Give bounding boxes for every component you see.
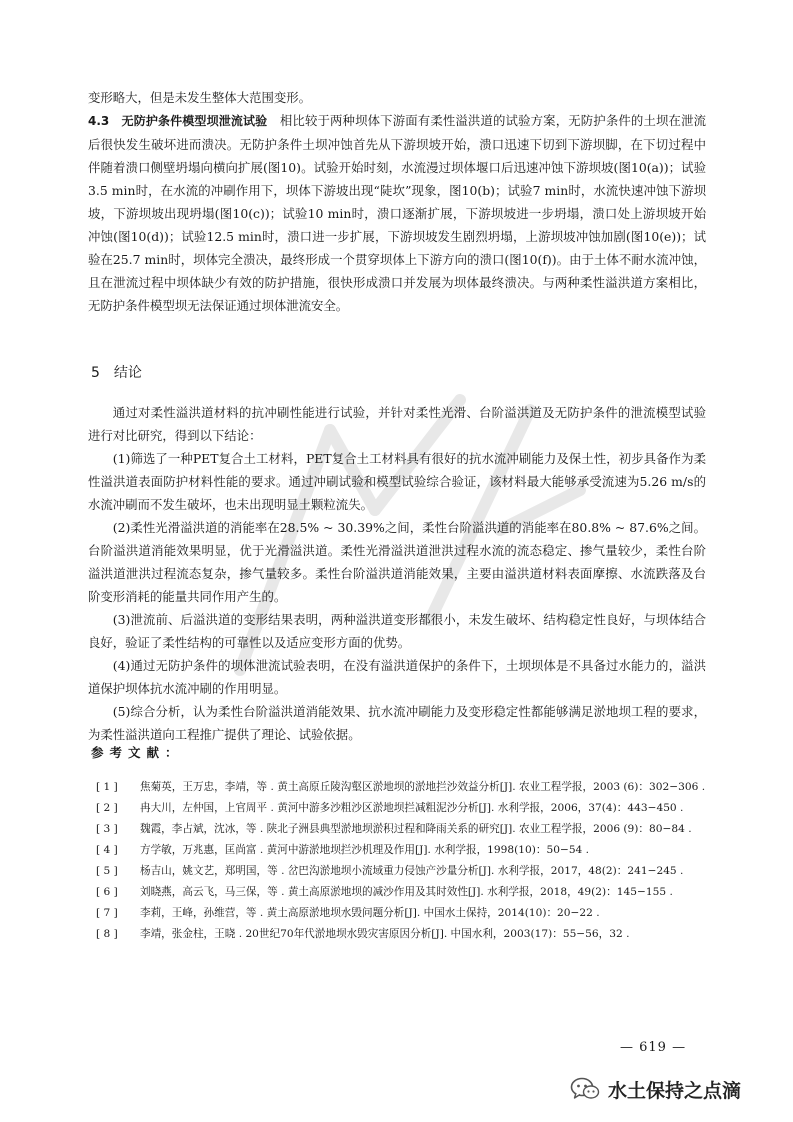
reference-text: 李靖，张金柱，王晓 . 20世纪70年代淤地坝水毁灾害原因分析[J]. 中国水利，2003(17)：55−56，32 . (140, 928, 630, 940)
references-title: 参考文献： (91, 745, 184, 760)
section-4-3-text: 相比较于两种坝体下游面有柔性溢洪道的试验方案，无防护条件的土坝在泄流后很快发生破坏进而溃决。无防护条件土坝冲蚀首先从下游坝坡开始，溃口迅速下切到下游坝脚，在下切过程中伴随着溃口侧壁坍塌向横向扩展(图10)。试验开始时刻，水流漫过坝体堰口后迅速冲蚀下游坝坡(图10(a))；试验3.5 min时，在水流的冲刷作用下，坝体下游坡出现“陡坎”现象，图10(b)；试验7 min时，水流快速冲蚀下游坝坡，下游坝坡出现坍塌(图10(c))；试验10 min时，溃口逐渐扩展，下游坝坡进一步坍塌，溃口处上游坝坡开始冲蚀(图10(d))；试验12.5 min时，溃口进一步扩展，下游坝坡发生剧烈坍塌，上游坝坡冲蚀加剧(图10(e))；试验在25.7 min时，坝体完全溃决，最终形成一个贯穿坝体上下游方向的溃口(图10(f))。由于土体不耐水流冲蚀，且在泄流过程中坝体缺少有效的防护措施，很快形成溃口并发展为坝体最终溃决。与两种柔性溢洪道方案相比，无防护条件模型坝无法保证通过坝体泄流安全。 (88, 113, 707, 313)
conclusions (88, 401, 706, 746)
section-5-title: 结论 (113, 365, 142, 381)
reference-text: 方学敏，万兆惠，匡尚富 . 黄河中游淤地坝拦沙机理及作用[J]. 水利学报，1998(10)：50−54 . (140, 844, 590, 856)
reference-item (96, 904, 708, 924)
account-name: 水土保持之点滴 (608, 1079, 742, 1102)
conclusion-item-2: (2)柔性光滑溢洪道的消能率在28.5% ~ 30.39%之间，柔性台阶溢洪道的消能率在80.8% ~ 87.6%之间。台阶溢洪道消能效果明显，优于光滑溢洪道。柔性光滑溢洪道泄洪过程水流的流态稳定、掺气量较少，柔性台阶溢洪道泄洪过程流态复杂，掺气量较多。柔性台阶溢洪道消能效果，主要由溢洪道材料表面摩擦、水流跌落及台阶变形消耗的能量共同作用产生的。 (88, 520, 706, 604)
reference-item (96, 820, 708, 840)
reference-item (96, 841, 708, 861)
conclusion-item-1: (1)筛选了一种PET复合土工材料，PET复合土工材料具有很好的抗水流冲刷能力及保土性，初步具备作为柔性溢洪道表面防护材料性能的要求。通过冲刷试验和模型试验综合验证，该材料最大能够承受流速为5.26 m/s的水流冲刷而不发生破坏，也未出现明显土颗粒流失。 (88, 451, 706, 512)
section-4-3 (88, 109, 706, 317)
reference-number: [ 3 ] (96, 823, 118, 835)
reference-item (96, 925, 708, 945)
references-list (96, 778, 708, 946)
reference-text: 冉大川，左仲国，上官周平 . 黄河中游多沙粗沙区淤地坝拦减粗泥沙分析[J]. 水利学报，2006，37(4)：443−450 . (140, 802, 684, 814)
reference-text: 刘晓燕，高云飞，马三保，等 . 黄土高原淤地坝的减沙作用及其时效性[J]. 水利学报，2018，49(2)：145−155 . (140, 886, 673, 898)
conclusion-item-4: (4)通过无防护条件的坝体泄流试验表明，在没有溢洪道保护的条件下，土坝坝体是不具备过水能力的，溢洪道保护坝体抗水流冲刷的作用明显。 (88, 658, 706, 696)
wechat-account-badge[interactable] (570, 1074, 780, 1104)
reference-text: 焦菊英，王万忠，李靖，等 . 黄土高原丘陵沟壑区淤地坝的淤地拦沙效益分析[J]. 农业工程学报，2003 (6)：302−306 . (140, 781, 706, 793)
reference-number: [ 5 ] (96, 865, 118, 877)
continuation-text: 变形略大，但是未发生整体大范围变形。 (88, 90, 312, 105)
body-continuation (88, 86, 706, 317)
reference-number: [ 1 ] (96, 781, 118, 793)
reference-number: [ 8 ] (96, 928, 118, 940)
reference-number: [ 2 ] (96, 802, 118, 814)
reference-number: [ 4 ] (96, 844, 118, 856)
conclusion-item-5: (5)综合分析，认为柔性台阶溢洪道消能效果、抗水流冲刷能力及变形稳定性都能够满足淤地坝工程的要求，为柔性溢洪道向工程推广提供了理论、试验依据。 (88, 704, 706, 742)
section-5-heading (91, 362, 156, 382)
reference-number: [ 7 ] (96, 907, 118, 919)
reference-item (96, 883, 708, 903)
reference-item (96, 778, 708, 798)
reference-item (96, 799, 708, 819)
conclusion-item-3: (3)泄流前、后溢洪道的变形结果表明，两种溢洪道变形都很小，未发生破坏、结构稳定性良好，与坝体结合良好，验证了柔性结构的可靠性以及适应变形方面的优势。 (88, 612, 706, 650)
reference-text: 李莉，王峰，孙维营，等 . 黄土高原淤地坝水毁问题分析[J]. 中国水土保持，2014(10)：20−22 . (140, 907, 600, 919)
page-number: — 619 — (620, 1040, 687, 1055)
reference-number: [ 6 ] (96, 886, 118, 898)
wechat-icon (570, 1076, 600, 1102)
section-4-3-heading: 4.3 无防护条件模型坝泄流试验 (88, 114, 268, 128)
reference-text: 魏霞，李占斌，沈冰，等 . 陕北子洲县典型淤地坝淤积过程和降雨关系的研究[J]. 农业工程学报，2006 (9)：80−84 . (140, 823, 692, 835)
reference-item (96, 862, 708, 882)
reference-text: 杨吉山，姚文艺，郑明国，等 . 岔巴沟淤地坝小流域重力侵蚀产沙量分析[J]. 水利学报，2017，48(2)：241−245 . (140, 865, 684, 877)
conclusion-intro: 通过对柔性溢洪道材料的抗冲刷性能进行试验，并针对柔性光滑、台阶溢洪道及无防护条件的泄流模型试验进行对比研究，得到以下结论： (88, 405, 706, 443)
section-5-number: 5 (91, 365, 100, 381)
